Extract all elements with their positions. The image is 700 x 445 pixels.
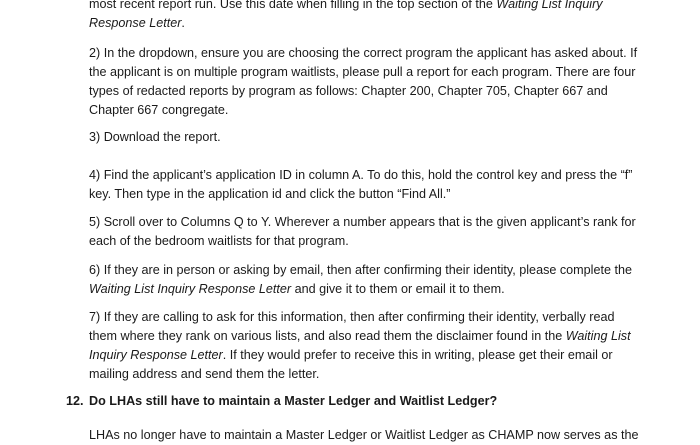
- step-1-line-1: most recent report run. Use this date when filling in the top section of the Waiting List Inquiry: [89, 0, 603, 11]
- step-3-line-1: 3) Download the report.: [89, 130, 221, 144]
- step-7-line-3: Inquiry Response Letter. If they would prefer to receive this in writing, please get their email or: [89, 348, 613, 362]
- step-5-line-1: 5) Scroll over to Columns Q to Y. Wherever a number appears that is the given applicant’s rank for: [89, 215, 636, 229]
- step-2-line-3: types of redacted reports by program as follows: Chapter 200, Chapter 705, Chapter 667 and: [89, 84, 608, 98]
- step-6-line-2: Waiting List Inquiry Response Letter and give it to them or email it to them.: [89, 282, 505, 296]
- step-6-line-1: 6) If they are in person or asking by email, then after confirming their identity, please complete the: [89, 263, 632, 277]
- step-2-line-2: the applicant is on multiple program waitlists, please pull a report for each program. There are four: [89, 65, 636, 79]
- step-1-line-2: Response Letter.: [89, 16, 185, 30]
- question-12-answer: [89, 426, 669, 445]
- step-6-paragraph: [89, 261, 669, 299]
- step-7-paragraph: [89, 308, 669, 384]
- step-4-line-1: 4) Find the applicant’s application ID in column A. To do this, hold the control key and press the “f”: [89, 168, 633, 182]
- step-2-line-4: Chapter 667 congregate.: [89, 103, 229, 117]
- step-7-line-4: mailing address and send them the letter.: [89, 367, 320, 381]
- step-7-line-2: them where they rank on various lists, and also read them the disclaimer found in the Waiting List: [89, 329, 631, 343]
- question-12-text: Do LHAs still have to maintain a Master Ledger and Waitlist Ledger?: [89, 394, 498, 408]
- step-1-continuation: [89, 0, 669, 33]
- step-7-line-1: 7) If they are calling to ask for this information, then after confirming their identity, verbally read: [89, 310, 615, 324]
- step-4-line-2: key. Then type in the application id and click the button “Find All.”: [89, 187, 451, 201]
- step-2-paragraph: [89, 44, 669, 120]
- step-3-paragraph: [89, 128, 669, 147]
- question-12-heading: [66, 392, 676, 411]
- step-5-paragraph: [89, 213, 669, 251]
- step-5-line-2: each of the bedroom waitlists for that program.: [89, 234, 349, 248]
- step-2-line-1: 2) In the dropdown, ensure you are choosing the correct program the applicant has asked about. If: [89, 46, 638, 60]
- question-12-answer-line-1: LHAs no longer have to maintain a Master Ledger or Waitlist Ledger as CHAMP now serves as the: [89, 428, 639, 442]
- question-12-number: 12.: [66, 394, 84, 408]
- step-4-paragraph: [89, 166, 669, 204]
